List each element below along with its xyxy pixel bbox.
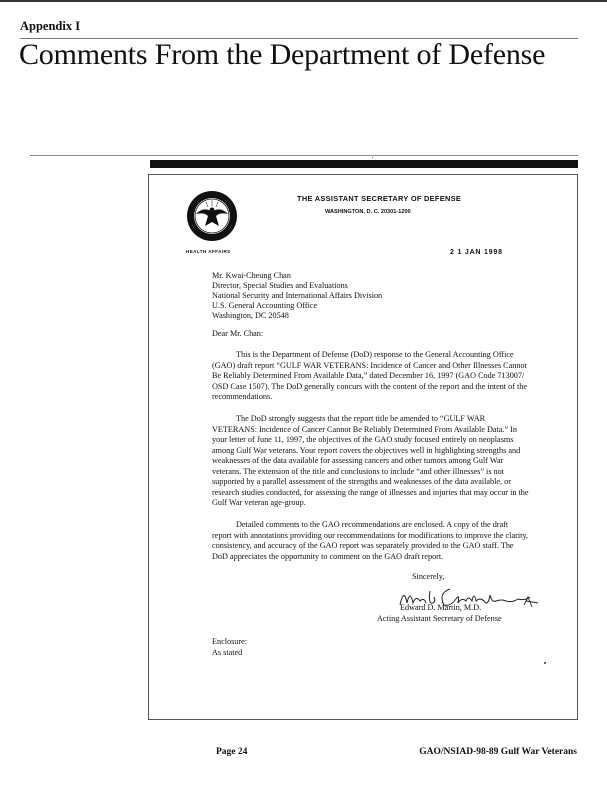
paragraph-1-line: OSD Case 1507). The DoD generally concurs with the content of the report and the intent of the <box>212 381 527 391</box>
letterhead-title: THE ASSISTANT SECRETARY OF DEFENSE <box>297 194 462 203</box>
paragraph-2-line: VETERANS: Incidence of Cancer Cannot Be Reliably Determined From Available Data.” In <box>212 424 517 434</box>
recipient-line: U.S. General Accounting Office <box>212 301 318 310</box>
enclosure-label: Enclosure: <box>212 637 248 646</box>
appendix-label: Appendix I <box>20 19 81 33</box>
paragraph-1-line: (GAO) draft report “GULF WAR VETERANS: Incidence of Cancer and Other Illnesses Cannot <box>212 360 527 370</box>
letter-top-bar <box>150 160 578 168</box>
letterhead-address: WASHINGTON, D. C. 20301-1200 <box>325 209 411 215</box>
paragraph-3-line: report with annotations providing our recommendations for modifications to improve the clarity, <box>212 530 528 540</box>
signer-title: Acting Assistant Secretary of Defense <box>377 614 502 623</box>
salutation: Dear Mr. Chan: <box>212 329 264 338</box>
scan-speck <box>372 157 373 158</box>
recipient-line: Director, Special Studies and Evaluations <box>212 281 348 290</box>
paragraph-2-line: supported by a parallel assessment of the strengths and weaknesses of the data available, or <box>212 477 511 486</box>
letter-date: 2 1 JAN 1998 <box>450 249 503 256</box>
report-number: GAO/NSIAD-98-89 Gulf War Veterans <box>419 747 577 757</box>
dod-seal-icon <box>186 190 238 242</box>
recipient-line: Washington, DC 20548 <box>212 311 289 320</box>
page-title: Comments From the Department of Defense <box>19 38 546 71</box>
paragraph-2-line: among Gulf War veterans. Your report covers the objectives well in highlighting strengths and <box>212 445 521 455</box>
paragraph-3-line: DoD appreciates the opportunity to comment on the GAO draft report. <box>212 551 444 561</box>
recipient-line: Mr. Kwai-Cheung Chan <box>212 271 291 280</box>
paragraph-2-line: your letter of June 11, 1997, the objectives of the GAO study focused entirely on neoplasms <box>212 435 514 444</box>
page-top-edge <box>0 0 607 2</box>
paragraph-2-line: veterans. The extension of the title and conclusions to include “and other illnesses” is not <box>212 466 505 476</box>
paragraph-2-line: weaknesses of the data available for assessing cancers and other tumors among Gulf War <box>212 456 504 465</box>
paragraph-1-line: recommendations. <box>212 392 273 401</box>
paragraph-1-line: Be Reliably Determined From Available Data,” dated December 16, 1997 (GAO Code 713007/ <box>212 371 525 380</box>
signer-name: Edward D. Martin, M.D. <box>400 603 482 612</box>
enclosure-value: As stated <box>212 648 243 657</box>
paragraph-2-line: research studies conducted, for assessing the range of illnesses and injuries that may occur in the <box>212 487 529 497</box>
office-name: HEALTH AFFAIRS <box>186 249 231 254</box>
closing: Sincerely, <box>412 572 445 581</box>
page-number: Page 24 <box>216 747 248 757</box>
paragraph-3-line: consistency, and accuracy of the GAO report was separately provided to the GAO staff. The <box>212 541 514 550</box>
recipient-line: National Security and International Affairs Division <box>212 291 383 300</box>
paragraph-3-line: Detailed comments to the GAO recommendations are enclosed. A copy of the draft <box>236 520 509 529</box>
scan-speck <box>544 662 546 664</box>
paragraph-1-line: This is the Department of Defense (DoD) response to the General Accounting Office <box>236 350 514 359</box>
paragraph-2-line: The DoD strongly suggests that the report title be amended to “GULF WAR <box>236 414 486 423</box>
section-rule <box>30 155 578 156</box>
paragraph-2-line: Gulf War veteran age-group. <box>212 498 306 507</box>
